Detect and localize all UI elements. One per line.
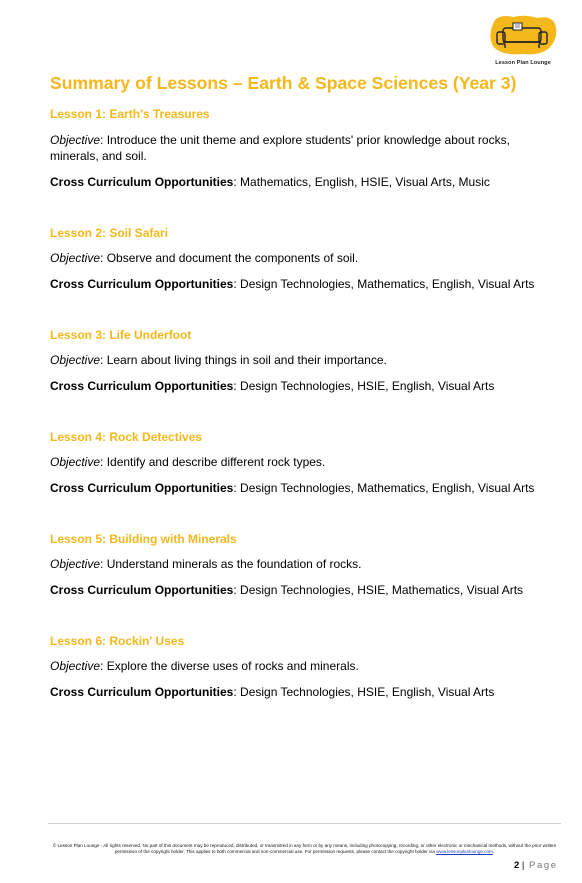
cross-curriculum-text: : Mathematics, English, HSIE, Visual Arts, Music xyxy=(233,175,490,189)
lesson-objective xyxy=(50,658,550,674)
cross-curriculum-text: : Design Technologies, Mathematics, English, Visual Arts xyxy=(233,277,535,291)
objective-text: : Observe and document the components of soil. xyxy=(100,251,359,265)
lesson-heading: Lesson 3: Life Underfoot xyxy=(50,328,192,342)
cross-curriculum-text: : Design Technologies, Mathematics, English, Visual Arts xyxy=(233,481,535,495)
cross-curriculum-label: Cross Curriculum Opportunities xyxy=(50,481,234,495)
cross-curriculum-label: Cross Curriculum Opportunities xyxy=(50,379,234,393)
lesson-objective xyxy=(50,556,550,572)
lesson-heading: Lesson 1: Earth's Treasures xyxy=(50,107,210,121)
cross-curriculum-text: : Design Technologies, HSIE, Mathematics, Visual Arts xyxy=(233,583,524,597)
objective-label: Objective xyxy=(50,455,101,469)
lesson-heading: Lesson 2: Soil Safari xyxy=(50,226,169,240)
objective-label: Objective xyxy=(50,557,101,571)
objective-label: Objective xyxy=(50,353,101,367)
cross-curriculum-label: Cross Curriculum Opportunities xyxy=(50,277,234,291)
lesson-plan-lounge-logo xyxy=(487,14,559,70)
cross-curriculum-label: Cross Curriculum Opportunities xyxy=(50,583,234,597)
lesson-cross-curriculum xyxy=(50,582,550,598)
lesson-cross-curriculum xyxy=(50,684,550,700)
lesson-objective xyxy=(50,132,550,164)
copyright-notice xyxy=(52,843,557,855)
objective-text: : Identify and describe different rock types. xyxy=(100,455,326,469)
cross-curriculum-label: Cross Curriculum Opportunities xyxy=(50,175,234,189)
sofa-logo-icon xyxy=(487,14,559,60)
lesson-objective xyxy=(50,454,550,470)
objective-text: : Introduce the unit theme and explore students' prior knowledge about rocks, minerals, and soil. xyxy=(50,133,510,163)
page-number xyxy=(514,860,558,871)
lesson-cross-curriculum xyxy=(50,276,550,292)
footer-divider xyxy=(48,823,561,824)
copyright-text: © Lesson Plan Lounge - All rights reserved. No part of this document may be reproduced, distributed, or transmitted in any form or by any means, including photocopying, recording, or other electronic or mechanical methods, without the prior written permission of the copyright holder. This applies to both commercial and non-commercial use. For permission requests, please contact the copyright holder via xyxy=(52,843,557,854)
copyright-suffix: . xyxy=(492,849,495,854)
website-link[interactable]: www.lessonplanlounge.com xyxy=(436,849,493,854)
cross-curriculum-text: : Design Technologies, HSIE, English, Visual Arts xyxy=(233,379,495,393)
lesson-cross-curriculum xyxy=(50,174,550,190)
objective-label: Objective xyxy=(50,659,101,673)
objective-label: Objective xyxy=(50,251,101,265)
page-separator: | xyxy=(519,860,528,871)
objective-label: Objective xyxy=(50,133,101,147)
lesson-cross-curriculum xyxy=(50,378,550,394)
objective-text: : Learn about living things in soil and their importance. xyxy=(100,353,387,367)
page-title: Summary of Lessons – Earth & Space Sciences (Year 3) xyxy=(50,73,517,93)
page-label: Page xyxy=(529,860,558,871)
objective-text: : Explore the diverse uses of rocks and minerals. xyxy=(100,659,359,673)
objective-text: : Understand minerals as the foundation of rocks. xyxy=(100,557,362,571)
lesson-objective xyxy=(50,250,550,266)
lesson-objective xyxy=(50,352,550,368)
lesson-cross-curriculum xyxy=(50,480,550,496)
lesson-heading: Lesson 6: Rockin' Uses xyxy=(50,634,185,648)
logo-text: Lesson Plan Lounge xyxy=(495,60,551,66)
lesson-heading: Lesson 4: Rock Detectives xyxy=(50,430,203,444)
cross-curriculum-label: Cross Curriculum Opportunities xyxy=(50,685,234,699)
page-number-value: 2 xyxy=(514,860,520,871)
cross-curriculum-text: : Design Technologies, HSIE, English, Visual Arts xyxy=(233,685,495,699)
lesson-heading: Lesson 5: Building with Minerals xyxy=(50,532,237,546)
